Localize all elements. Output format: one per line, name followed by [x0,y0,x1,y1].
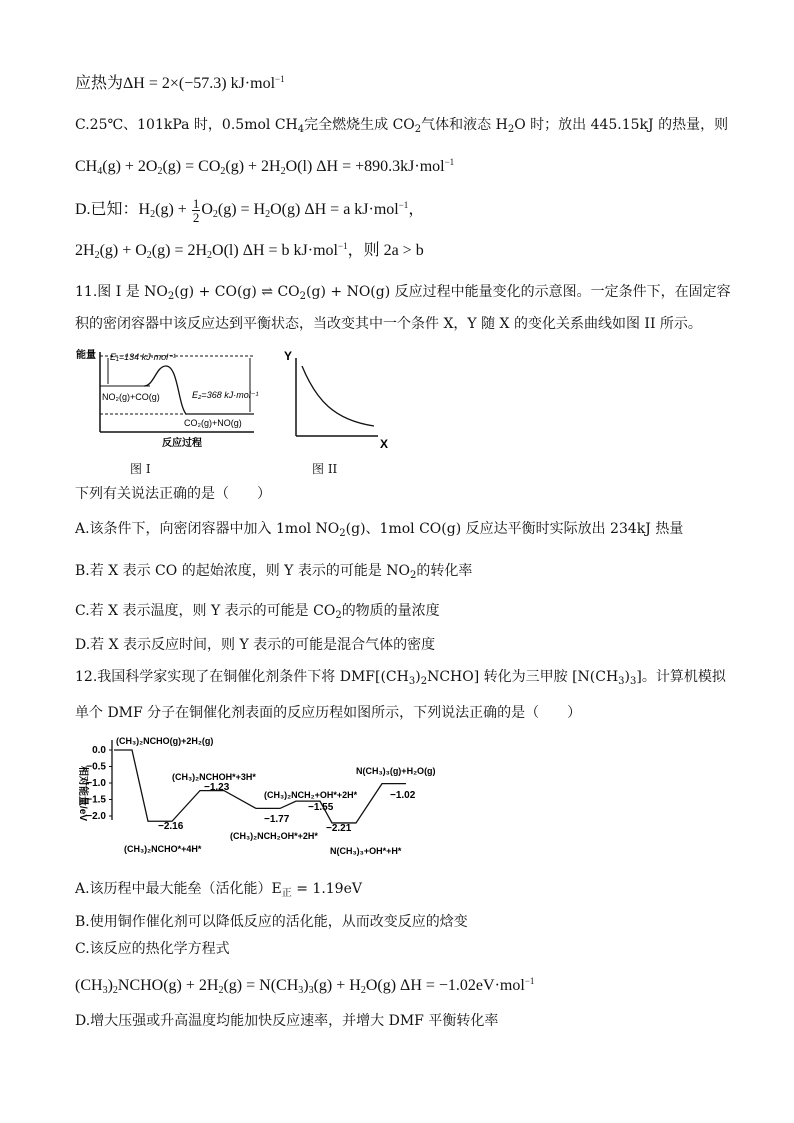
q11-option-a: A.该条件下，向密闭容器中加入 1mol $NO_2(g)$、1mol CO(g) 反应达平衡时实际放出 234kJ 热量 [75,521,684,539]
prev-option-tail: 应热为ΔH = 2×(−57.3) kJ·mol$^{-1}$ [75,74,285,92]
fig3-label-s1: (CH₃)₂NCHO*+4H* [124,844,202,854]
fraction-half: $\frac{1}{2}$ [192,195,200,225]
fig1-product-label: CO₂(g)+NO(g) [184,418,242,428]
fig3-label-s2: (CH₃)₂NCHOH*+3H* [172,772,256,782]
fig1-reactant-label: NO₂(g)+CO(g) [102,392,160,402]
fig3-label-s5: N(CH₃)₃+OH*+H* [330,846,402,856]
q11-stem-line1: 11.图 I 是 $NO_2(g) + CO(g)$ ⇌ $CO_2(g) + NO(g)$ 反应过程中能量变化的示意图。一定条件下，在固定容 [75,284,731,302]
fig3-value-3: −1.77 [264,814,290,825]
fig3-label-s4: (CH₃)₂NCH₂+OH*+2H* [264,790,358,800]
q12-option-b: B.使用铜作催化剂可以降低反应的活化能，从而改变反应的焓变 [75,914,468,930]
fig3-value-6: −1.02 [390,790,416,801]
q12-stem-line2: 单个 DMF 分子在铜催化剂表面的反应历程如图所示，下列说法正确的是（ ） [75,705,582,721]
fig1-xlabel: 反应过程 [162,438,202,449]
fig1-ylabel: 能量 [76,350,96,361]
q11-option-c: C.若 X 表示温度，则 Y 表示的可能是 $CO_2$的物质的量浓度 [75,603,440,621]
option-d-line1: D.已知：$H_2(g)$ + $\frac{1}{2}$ $O_2(g) = H_2O(g) \Delta H = a$ kJ·mol$^{-1}$， [75,195,425,225]
fig3-value-4: −1.55 [308,802,334,813]
fig3-tick-label: −1.0 [86,778,106,789]
fig2-ylabel: Y [284,350,293,363]
figure-2-curve [282,350,392,455]
fig3-tick-label: −2.0 [86,811,106,822]
fig3-ylabel: 相对能量/eV [77,766,88,822]
fig3-value-5: −2.21 [326,823,352,834]
q12-stem-line1: 12.我国科学家实现了在铜催化剂条件下将 $DMF[(CH_3)_2NCHO]$ 转化为三甲胺 $[N(CH_3)_3]$。计算机模拟 [75,669,726,687]
fig1-caption: 图 I [130,462,151,476]
fig3-label-s3: (CH₃)₂NCH₂OH*+2H* [230,831,318,841]
q11-stem-line2: 积的密闭容器中该反应达到平衡状态，当改变其中一个条件 X，Y 随 X 的变化关系曲线如图 II 所示。 [75,316,702,332]
option-d-line2: $2H_2(g) + O_2(g) = 2H_2O(l) \Delta H = b$ kJ·mol$^{-1}$，则 2a > b [75,241,424,261]
option-c-equation: $CH_4(g) + 2O_2(g) = CO_2(g) + 2H_2O(l) \Delta H = +890.3kJ\cdot mol^{-1}$ [75,157,455,177]
q11-question: 下列有关说法正确的是（ ） [75,486,271,502]
fig3-value-1: −2.16 [158,821,184,832]
figure-1-energy-diagram [74,346,264,466]
option-c-text: C.25℃、101kPa 时，0.5mol $CH_4$完全燃烧生成 $CO_2$气体和液态 $H_2O$ 时；放出 445.15kJ 的热量，则 [75,117,729,135]
fig1-e1-label: E₁=134 kJ·mol⁻¹ [110,352,176,362]
fig3-tick-label: −0.5 [86,761,106,773]
q11-option-b: B.若 X 表示 CO 的起始浓度，则 Y 表示的可能是 $NO_2$的转化率 [75,563,473,581]
q12-option-d: D.增大压强或升高温度均能加快反应速率，并增大 DMF 平衡转化率 [75,1013,499,1029]
fig2-xlabel: X [380,437,389,451]
fig1-e2-label: E₂=368 kJ·mol⁻¹ [192,390,259,400]
fig3-tick-label: −1.5 [86,794,106,806]
fig3-tick-label: 0.0 [92,745,106,756]
q12-option-c-equation: $(CH_3)_2NCHO(g) + 2H_2(g) = N(CH_3)_3(g) + H_2O(g) \Delta H = -1.02eV\cdot mol^{-1}$ [75,976,535,996]
figure-3-energy-profile [72,730,452,860]
q11-option-d: D.若 X 表示反应时间，则 Y 表示的可能是混合气体的密度 [75,637,436,653]
fig2-caption: 图 II [312,462,338,476]
q12-option-c: C.该反应的热化学方程式 [75,941,230,957]
q12-option-a: A.该历程中最大能垒（活化能）$E_正 = 1.19eV$ [75,881,362,899]
fig3-value-2: −1.23 [204,782,230,793]
fig3-label-s6: N(CH₃)₃(g)+H₂O(g) [356,766,436,776]
fig3-label-s0: (CH₃)₂NCHO(g)+2H₂(g) [116,736,214,746]
